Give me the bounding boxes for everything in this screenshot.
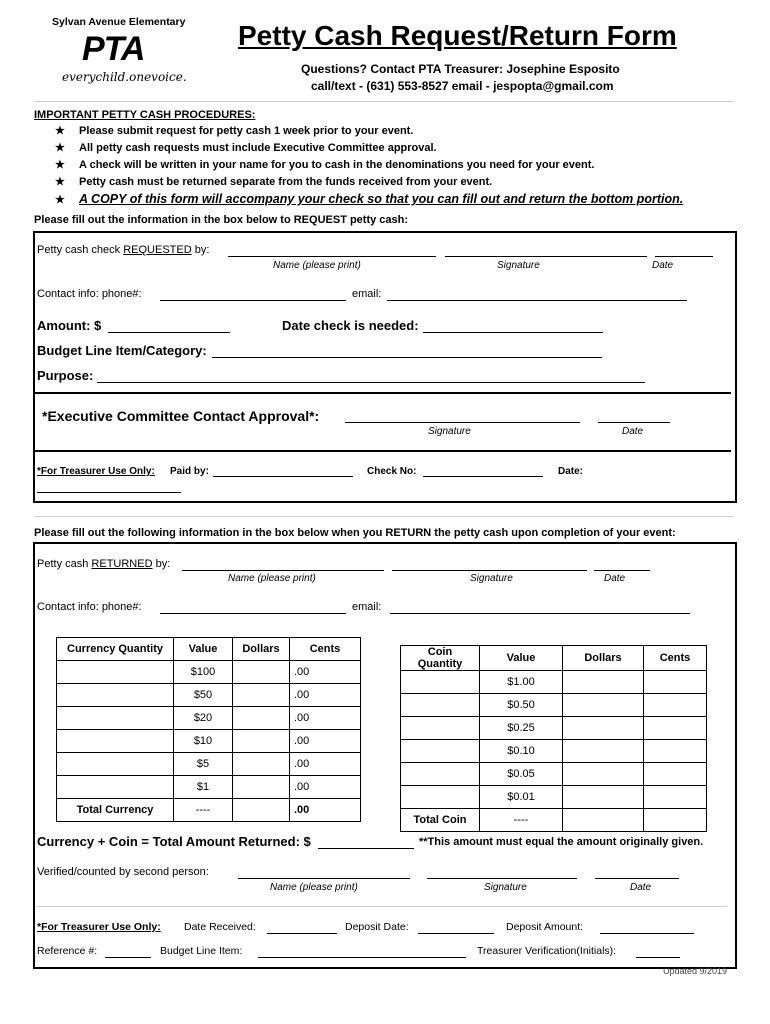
procedure-text: All petty cash requests must include Executive Committee approval. [79,142,437,154]
total-dollars-cell[interactable] [233,799,290,822]
star-icon: ★ [55,125,65,137]
table-row [401,740,707,763]
updated-date: Updated 9/2019 [663,966,728,976]
cents-cell[interactable]: .00 [290,776,361,799]
dollars-cell[interactable] [233,776,290,799]
value-cell: $0.50 [480,694,563,717]
request-box [33,231,737,503]
table-row [57,661,361,684]
value-cell: $5 [174,753,233,776]
requested-by-label: Petty cash check REQUESTED by: [37,244,210,256]
exec-date-caption: Date [622,426,644,437]
deposit-amount-label: Deposit Amount: [506,921,584,933]
value-cell: $0.05 [480,763,563,786]
column-header: Dollars [563,646,644,671]
column-header: Currency Quantity [57,638,174,661]
name-caption: Name (please print) [228,573,316,584]
verified-date-field[interactable] [595,866,679,879]
deposit-amount-field[interactable] [600,921,694,934]
procedure-item [55,123,683,140]
requested-name-field[interactable] [228,244,436,257]
form-title: Petty Cash Request/Return Form [238,20,677,51]
date-caption: Date [652,260,674,271]
budget-line-label: Budget Line Item: [160,945,243,957]
total-label: Total Currency [57,799,174,822]
exec-signature-field[interactable] [345,410,580,423]
school-name: Sylvan Avenue Elementary [52,16,186,28]
contact-line-2: call/text - (631) 553-8527 email - jespopta@gmail.com [311,79,614,93]
procedure-item [55,157,683,174]
cents-cell[interactable] [644,740,707,763]
star-icon: ★ [55,142,65,154]
check-no-label: Check No: [367,466,417,477]
purpose-label: Purpose: [37,368,94,383]
exec-signature-caption: Signature [428,426,471,437]
date-received-field[interactable] [267,921,337,934]
request-intro: Please fill out the information in the box below to REQUEST petty cash: [34,214,409,226]
deposit-date-label: Deposit Date: [345,921,409,933]
name-caption: Name (please print) [273,260,361,271]
cents-cell[interactable] [644,786,707,809]
value-cell: $50 [174,684,233,707]
budget-line-label: Budget Line Item/Category: [37,343,207,358]
table-row [401,786,707,809]
date-needed-label: Date check is needed: [282,318,419,333]
quantity-cell[interactable] [57,753,174,776]
divider [37,906,727,907]
table-row [57,684,361,707]
name-caption: Name (please print) [270,882,358,893]
total-row [401,809,707,832]
date-received-label: Date Received: [184,921,256,933]
value-cell: $20 [174,707,233,730]
column-header: Cents [290,638,361,661]
cents-cell[interactable]: .00 [290,730,361,753]
value-cell: $100 [174,661,233,684]
amount-label: Amount: $ [37,318,102,333]
date-needed-field[interactable] [423,320,603,333]
procedure-text: Petty cash must be returned separate from the funds received from your event. [79,176,493,188]
requested-date-field[interactable] [655,244,713,257]
value-cell: $0.01 [480,786,563,809]
quantity-cell[interactable] [401,763,480,786]
value-cell: $0.10 [480,740,563,763]
dollars-cell[interactable] [233,753,290,776]
total-cents-cell[interactable]: .00 [290,799,361,822]
copy-note: A COPY of this form will accompany your check so that you can fill out and return the bottom portion. [79,192,684,206]
returned-name-field[interactable] [182,558,384,571]
star-icon: ★ [55,176,65,188]
table-row [57,730,361,753]
total-label: Total Coin [401,809,480,832]
cents-cell[interactable] [644,763,707,786]
quantity-cell[interactable] [401,717,480,740]
dollars-cell[interactable] [563,671,644,694]
total-value: ---- [174,799,233,822]
verified-signature-field[interactable] [427,866,577,879]
cents-cell[interactable] [644,671,707,694]
budget-line-field[interactable] [212,345,602,358]
currency-table [56,637,361,822]
budget-line-field[interactable] [258,945,466,958]
value-cell: $1 [174,776,233,799]
dollars-cell[interactable] [233,684,290,707]
cents-cell[interactable]: .00 [290,661,361,684]
dollars-cell[interactable] [233,707,290,730]
date-caption: Date [604,573,626,584]
dollars-cell[interactable] [233,730,290,753]
return-email-label: email: [352,601,382,613]
purpose-field[interactable] [97,370,645,383]
dollars-cell[interactable] [563,694,644,717]
pta-logo [52,30,192,90]
quantity-cell[interactable] [57,776,174,799]
logo-text: PTA [82,30,145,68]
return-treasurer-label: *For Treasurer Use Only: [37,921,161,933]
total-dollars-cell[interactable] [563,809,644,832]
cents-cell[interactable] [644,717,707,740]
dollars-cell[interactable] [233,661,290,684]
star-icon: ★ [55,194,65,206]
dollars-cell[interactable] [563,763,644,786]
verified-name-field[interactable] [238,866,410,879]
return-email-field[interactable] [390,601,690,614]
returned-date-field[interactable] [594,558,650,571]
table-row [401,671,707,694]
verification-label: Treasurer Verification(Initials): [477,945,617,957]
quantity-cell[interactable] [401,786,480,809]
divider [34,101,734,102]
divider [34,516,734,517]
quantity-cell[interactable] [57,707,174,730]
requested-signature-field[interactable] [445,244,647,257]
contact-line-1: Questions? Contact PTA Treasurer: Josephine Esposito [301,62,620,76]
column-header: Dollars [233,638,290,661]
paid-by-label: Paid by: [170,466,209,477]
verification-field[interactable] [636,945,680,958]
procedure-item [55,174,683,191]
quantity-cell[interactable] [57,684,174,707]
deposit-date-field[interactable] [418,921,494,934]
total-row [57,799,361,822]
column-header: Cents [644,646,707,671]
contact-email-field[interactable] [387,288,687,301]
return-intro: Please fill out the following information in the box below when you RETURN the petty cash upon completion of your event: [34,527,676,539]
signature-caption: Signature [484,882,527,893]
paid-by-field[interactable] [213,466,353,477]
date-caption: Date [630,882,652,893]
total-returned-label: Currency + Coin = Total Amount Returned: $ [37,834,311,849]
return-phone-label: Contact info: phone#: [37,601,142,613]
signature-caption: Signature [497,260,540,271]
procedure-item [55,191,683,209]
verified-label: Verified/counted by second person: [37,866,209,878]
contact-phone-field[interactable] [160,288,346,301]
procedures-list [55,123,683,209]
procedures-title: IMPORTANT PETTY CASH PROCEDURES: [34,109,256,121]
procedure-text: Please submit request for petty cash 1 week prior to your event. [79,125,414,137]
quantity-cell[interactable] [401,671,480,694]
exec-date-field[interactable] [598,410,670,423]
table-header-row [57,638,361,661]
contact-phone-label: Contact info: phone#: [37,288,142,300]
column-header: Coin Quantity [401,646,480,671]
logo-tagline: everychild.onevoice. [62,70,187,84]
treasurer-date-field[interactable] [37,482,181,493]
signature-caption: Signature [470,573,513,584]
amount-field[interactable] [108,320,230,333]
quantity-cell[interactable] [57,730,174,753]
contact-email-label: email: [352,288,382,300]
dollars-cell[interactable] [563,786,644,809]
reference-field[interactable] [105,945,151,958]
quantity-cell[interactable] [401,694,480,717]
dollars-cell[interactable] [563,740,644,763]
table-row [57,707,361,730]
column-header: Value [480,646,563,671]
procedure-text: A check will be written in your name for you to cash in the denominations you need for your event. [79,159,595,171]
reference-label: Reference #: [37,945,98,957]
table-row [57,776,361,799]
cents-cell[interactable] [644,694,707,717]
quantity-cell[interactable] [57,661,174,684]
table-header-row [401,646,707,671]
value-cell: $10 [174,730,233,753]
treasurer-use-label: *For Treasurer Use Only: [37,466,155,477]
table-row [401,717,707,740]
returned-signature-field[interactable] [392,558,587,571]
exec-approval-label: *Executive Committee Contact Approval*: [42,408,320,424]
cents-cell[interactable]: .00 [290,684,361,707]
coin-table [400,645,707,832]
dollars-cell[interactable] [563,717,644,740]
table-row [57,753,361,776]
table-row [401,763,707,786]
value-cell: $0.25 [480,717,563,740]
table-row [401,694,707,717]
total-cents-cell[interactable] [644,809,707,832]
treasurer-date-label: Date: [558,466,584,477]
returned-by-label: Petty cash RETURNED by: [37,558,171,570]
value-cell: $1.00 [480,671,563,694]
quantity-cell[interactable] [401,740,480,763]
cents-cell[interactable]: .00 [290,753,361,776]
star-icon: ★ [55,159,65,171]
total-returned-field[interactable] [318,836,414,849]
return-phone-field[interactable] [160,601,346,614]
total-value: ---- [480,809,563,832]
column-header: Value [174,638,233,661]
procedure-item [55,140,683,157]
cents-cell[interactable]: .00 [290,707,361,730]
total-returned-note: **This amount must equal the amount originally given. [419,836,704,848]
check-no-field[interactable] [423,466,543,477]
